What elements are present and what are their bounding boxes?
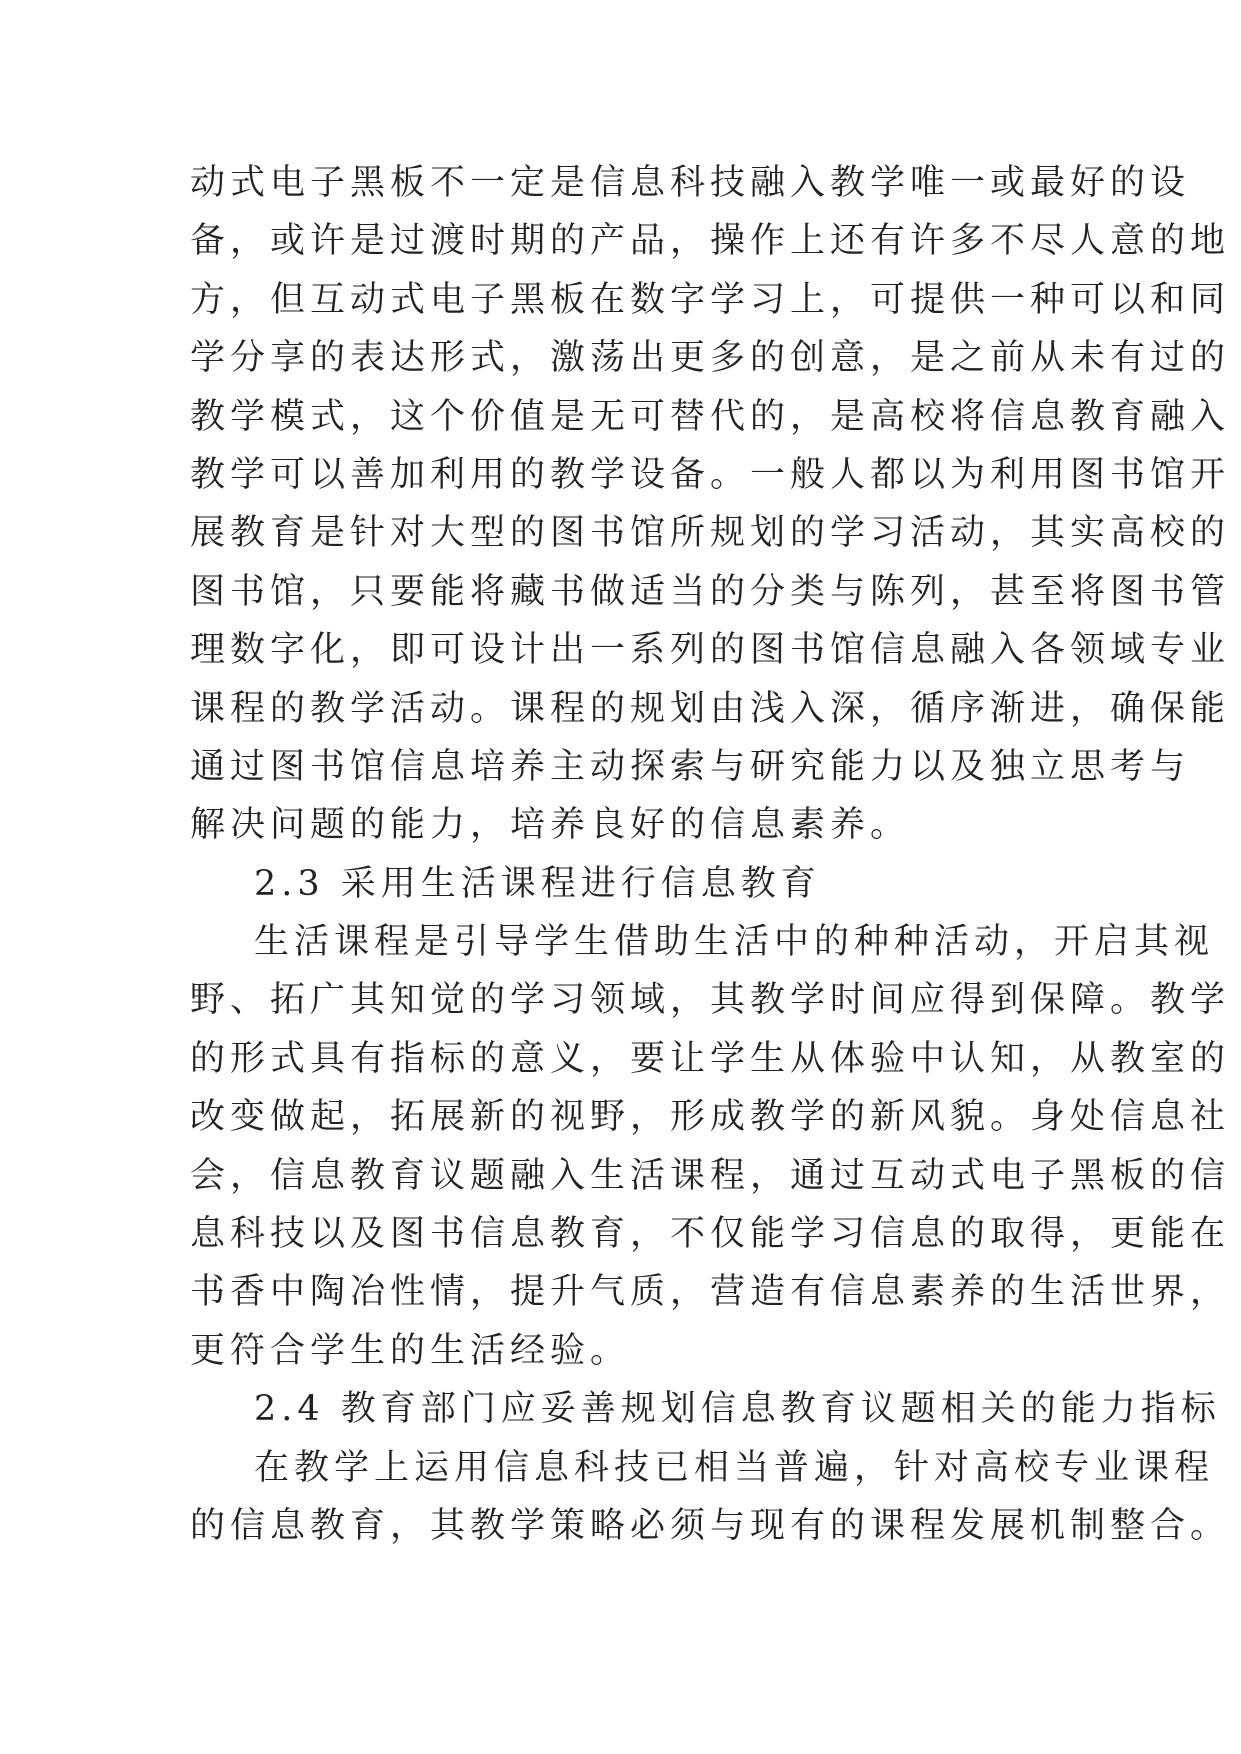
text-line: 的形式具有指标的意义，要让学生从体验中认知，从教室的 bbox=[190, 1038, 1231, 1079]
text-line: 课程的教学活动。课程的规划由浅入深，循序渐进，确保能 bbox=[190, 688, 1231, 729]
section-heading: 2.4 教育部门应妥善规划信息教育议题相关的能力指标 bbox=[254, 1389, 1221, 1430]
text-line: 理数字化，即可设计出一系列的图书馆信息融入各领域专业 bbox=[190, 630, 1231, 671]
text-line: 在教学上运用信息科技已相当普遍，针对高校专业课程 bbox=[254, 1447, 1215, 1488]
text-line: 学分享的表达形式，激荡出更多的创意，是之前从未有过的 bbox=[190, 338, 1231, 379]
text-line: 会，信息教育议题融入生活课程，通过互动式电子黑板的信 bbox=[190, 1155, 1231, 1196]
text-line: 息科技以及图书信息教育，不仅能学习信息的取得，更能在 bbox=[190, 1214, 1231, 1255]
text-line: 展教育是针对大型的图书馆所规划的学习活动，其实高校的 bbox=[190, 513, 1231, 554]
text-line: 的信息教育，其教学策略必须与现有的课程发展机制整合。 bbox=[190, 1505, 1231, 1546]
text-line: 书香中陶冶性情，提升气质，营造有信息素养的生活世界， bbox=[190, 1272, 1231, 1313]
text-line: 图书馆，只要能将藏书做适当的分类与陈列，甚至将图书管 bbox=[190, 571, 1231, 612]
text-line: 教学可以善加利用的教学设备。一般人都以为利用图书馆开 bbox=[190, 454, 1231, 495]
section-heading: 2.3 采用生活课程进行信息教育 bbox=[254, 863, 821, 904]
text-line: 方，但互动式电子黑板在数字学习上，可提供一种可以和同 bbox=[190, 279, 1231, 320]
text-line: 动式电子黑板不一定是信息科技融入教学唯一或最好的设 bbox=[190, 163, 1191, 203]
text-line: 生活课程是引导学生借助生活中的种种活动，开启其视 bbox=[254, 922, 1215, 963]
text-line: 更符合学生的生活经验。 bbox=[190, 1330, 631, 1371]
text-line: 解决问题的能力，培养良好的信息素养。 bbox=[190, 805, 911, 846]
text-line: 野、拓广其知觉的学习领域，其教学时间应得到保障。教学 bbox=[190, 980, 1231, 1021]
document-body bbox=[190, 154, 1231, 1555]
text-line: 通过图书馆信息培养主动探索与研究能力以及独立思考与 bbox=[190, 746, 1191, 787]
text-line: 教学模式，这个价值是无可替代的，是高校将信息教育融入 bbox=[190, 396, 1231, 437]
text-line: 改变做起，拓展新的视野，形成教学的新风貌。身处信息社 bbox=[190, 1097, 1231, 1138]
text-line: 备，或许是过渡时期的产品，操作上还有许多不尽人意的地 bbox=[190, 221, 1231, 262]
